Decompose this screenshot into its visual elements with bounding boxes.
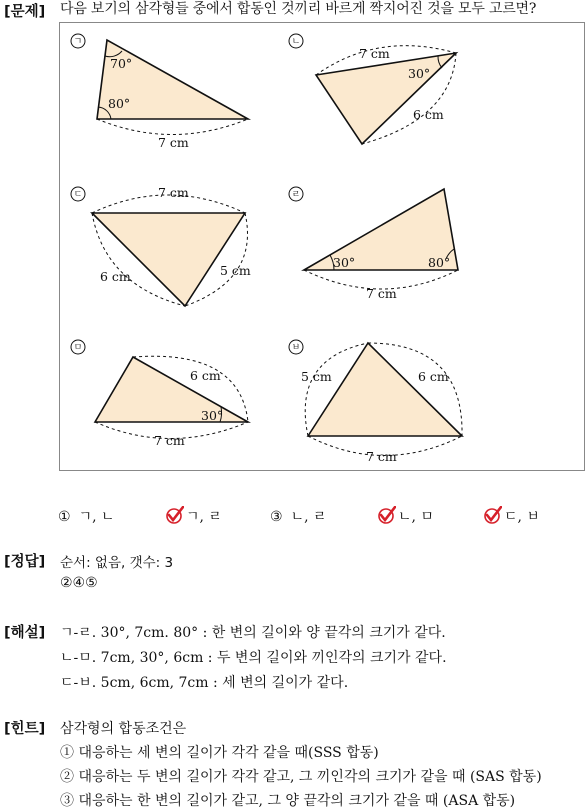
checkmark-icon — [376, 506, 396, 524]
figure-marker: ㄹ — [291, 190, 301, 200]
figure-marker: ㅁ — [73, 343, 83, 353]
option-number: ③ — [270, 509, 283, 525]
option-text: ㄱ, ㄹ — [186, 509, 222, 525]
figure-marker: ㄷ — [73, 190, 83, 200]
triangles-figure — [60, 23, 586, 472]
figure-marker: ㄱ — [73, 37, 83, 47]
hint-title: 삼각형의 합동조건은 — [60, 721, 187, 737]
figure-marker: ㄴ — [291, 37, 301, 47]
option-text: ㄷ, ㅂ — [504, 509, 540, 525]
triangle-b — [289, 34, 456, 144]
triangle-c — [71, 185, 251, 306]
option-3[interactable] — [270, 506, 327, 526]
side-label: 6 cm — [100, 269, 131, 284]
hint-label: [힌트] — [4, 721, 46, 737]
side-label: 6 cm — [413, 107, 444, 122]
question-text: 다음 보기의 삼각형들 중에서 합동인 것끼리 바르게 짝지어진 것을 모두 고르면? — [60, 1, 537, 17]
option-1[interactable] — [58, 506, 115, 526]
option-5[interactable] — [482, 506, 540, 526]
answer-label: [정답] — [4, 554, 46, 570]
answer-value: ②④⑤ — [60, 575, 98, 591]
answer-options — [58, 506, 578, 528]
explanation-line: ㄴ-ㅁ. 7cm, 30°, 6cm : 두 변의 길이와 끼인각의 크기가 같다. — [60, 650, 447, 666]
option-text: ㄱ, ㄴ — [78, 509, 115, 525]
hint-line: ② 대응하는 두 변의 길이가 각각 같고, 그 끼인각의 크기가 같을 때 (SAS 합동) — [60, 769, 542, 785]
angle-label: 30° — [201, 408, 224, 423]
explanation-label: [해설] — [4, 625, 46, 641]
figure-marker: ㅂ — [291, 343, 301, 353]
side-label: 7 cm — [359, 46, 390, 61]
option-text: ㄴ, ㄹ — [290, 509, 327, 525]
angle-label: 80° — [108, 96, 131, 111]
triangle-d — [289, 187, 458, 301]
angle-label: 70° — [110, 56, 133, 71]
side-label: 7 cm — [154, 433, 185, 448]
answer-meta: 순서: 없음, 갯수: 3 — [60, 555, 174, 571]
side-label: 7 cm — [158, 185, 189, 200]
explanation-line: ㄱ-ㄹ. 30°, 7cm. 80° : 한 변의 길이와 양 끝각의 크기가 같다. — [60, 625, 446, 641]
explanation-line: ㄷ-ㅂ. 5cm, 6cm, 7cm : 세 변의 길이가 같다. — [60, 675, 349, 691]
side-label: 5 cm — [301, 369, 332, 384]
option-text: ㄴ, ㅁ — [398, 509, 434, 525]
side-label: 6 cm — [418, 369, 449, 384]
angle-label: 30° — [408, 66, 431, 81]
side-label: 7 cm — [366, 286, 397, 301]
option-4[interactable] — [376, 506, 434, 526]
problem-label: [문제] — [4, 4, 46, 20]
checkmark-icon — [164, 506, 184, 524]
checkmark-icon — [482, 506, 502, 524]
option-2[interactable] — [164, 506, 222, 526]
option-number: ① — [58, 509, 71, 525]
side-label: 7 cm — [366, 449, 397, 464]
triangle-e — [71, 340, 248, 448]
angle-label: 30° — [333, 255, 356, 270]
side-label: 7 cm — [158, 135, 189, 150]
side-label: 6 cm — [190, 368, 221, 383]
hint-line: ③ 대응하는 한 변의 길이가 같고, 그 양 끝각의 크기가 같을 때 (ASA 합동) — [60, 793, 516, 809]
triangle-f — [289, 340, 462, 464]
hint-line: ① 대응하는 세 변의 길이가 각각 같을 때(SSS 합동) — [60, 745, 379, 761]
angle-label: 80° — [428, 255, 451, 270]
figure-box — [59, 22, 585, 471]
triangle-a — [71, 34, 248, 150]
side-label: 5 cm — [220, 263, 251, 278]
